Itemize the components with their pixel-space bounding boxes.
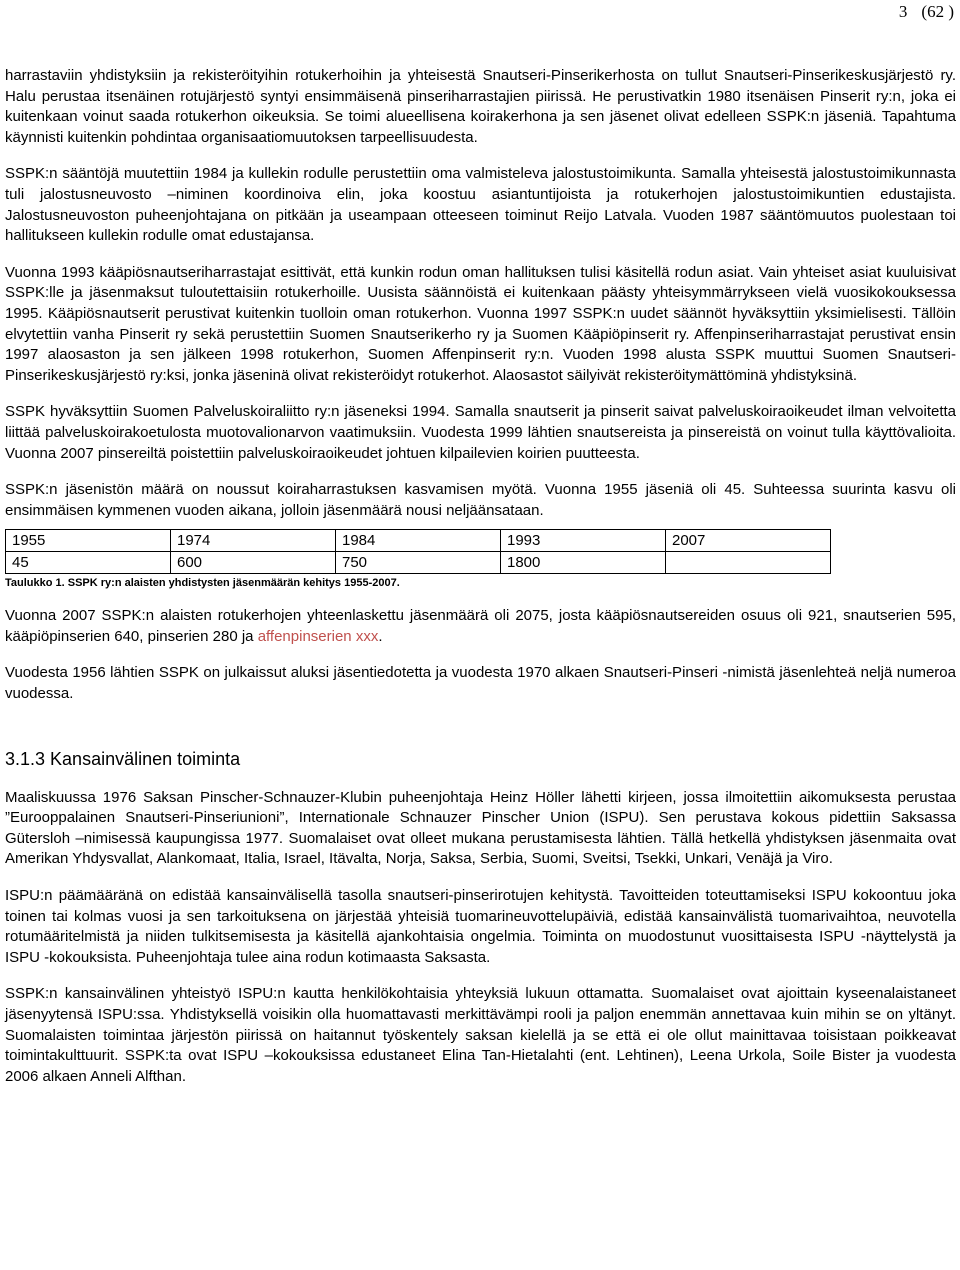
paragraph: harrastaviin yhdistyksiin ja rekisteröityihin rotukerhoihin ja yhteisestä Snautseri-Pinserikerhosta on tullut Snautseri-Pinserikeskusjärjestö ry. Halu perustaa itsenäinen rotujärjestö syntyi ensimmäisenä pinseriharrastajien piirissä. He perustivatkin 1980 itsenäisen Pinserit ry:n, joka ei kuitenkaan voinut saada rotukerhon oikeuksia. Se toimi alueellisena koirakerhona ja sen jäsenet olivat edelleen SSPK:n jäseniä. Tapahtuma käynnisti kuitenkin pohdintaa organisaatiomuutoksen tarpeellisuudesta. (5, 67, 956, 146)
table-cell: 1800 (501, 552, 666, 574)
table-caption: Taulukko 1. SSPK ry:n alaisten yhdistysten jäsenmäärän kehitys 1955-2007. (5, 577, 400, 590)
table-cell: 2007 (666, 530, 831, 552)
table-cell (666, 552, 831, 574)
table-row-members (6, 552, 831, 574)
paragraph: Maaliskuussa 1976 Saksan Pinscher-Schnauzer-Klubin puheenjohtaja Heinz Höller lähetti kirjeen, jossa ilmoitettiin aikomuksesta perustaa ”Eurooppalainen Snautseri-Pinseriunioni”, Internationale Schnauzer Pinscher Union (ISPU). Sen perustava kokous pidettiin Saksassa Gütersloh –nimisessä kaupungissa 1977. Suomalaiset ovat olleet mukana perustamisesta lähtien. Tällä hetkellä yhdistyksen jäsenmaita ovat Amerikan Yhdysvallat, Alankomaat, Italia, Israel, Itävalta, Norja, Saksa, Serbia, Suomi, Sveitsi, Tsekki, Unkari, Venäjä ja Viro. (5, 788, 956, 868)
paragraph-text: Vuonna 2007 SSPK:n alaisten rotukerhojen yhteenlaskettu jäsenmäärä oli 2075, josta kääpiösnautsereiden osuus oli 921, snautserien 595, kääpiöpinserien 640, pinserien 280 ja (5, 607, 956, 645)
table-cell: 45 (6, 552, 171, 574)
table-cell: 750 (336, 552, 501, 574)
page-total: (62 ) (921, 2, 954, 21)
table-cell: 1993 (501, 530, 666, 552)
paragraph (5, 606, 956, 647)
membership-table (5, 529, 831, 574)
table-cell: 1984 (336, 530, 501, 552)
paragraph: Vuonna 1993 kääpiösnautseriharrastajat esittivät, että kunkin rodun oman hallituksen tulisi käsitellä rodun asiat. Vain yhteiset asiat kuuluisivat SSPK:lle ja jäsenmaksut tuloutettaisiin rotukerhoille. Uusista säännöistä ei kuitenkaan päästy yhteisymmärrykseen vielä vuosikokouksessa 1995. Kääpiösnautserit perustivat kuitenkin tuolloin oman rotukerhon. Vuonna 1997 SSPK:n uudet säännöt hyväksyttiin yksimielisesti. Tällöin elvytettiin vanha Pinserit ry sekä perustettiin Suomen Snautserikerho ry ja Suomen Kääpiöpinserit ry. Affenpinseriharrastajat perustivat ensin 1997 alaosaston ja sen jälkeen 1998 rotukerhon, Suomen Affenpinserit ry:n. Vuoden 1998 alusta SSPK muuttui Suomen Snautseri-Pinserikeskusjärjestö ry:ksi, jonka jäseninä olivat rekisteröidyt rotukerhot. Alaosastot säilyivät rekisteröitymättöminä yhdistyksinä. (5, 263, 956, 384)
section-heading: 3.1.3 Kansainvälinen toiminta (5, 748, 241, 769)
highlighted-text: affenpinserien xxx (257, 627, 379, 645)
paragraph-text: . (378, 627, 383, 645)
paragraph: SSPK:n jäsenistön määrä on noussut koiraharrastuksen kasvamisen myötä. Vuonna 1955 jäseniä oli 45. Suhteessa suurinta kasvu oli ensimmäisen kymmenen vuoden aikana, jolloin jäsenmäärä nousi neljäänsataan. (5, 481, 956, 519)
paragraph: SSPK hyväksyttiin Suomen Palveluskoiraliitto ry:n jäseneksi 1994. Samalla snautserit ja pinserit saivat palveluskoiraoikeudet ilman velvoitetta liittää palveluskoirakoetulosta muotovalionarvon vaatimuksiin. Vuodesta 1999 lähtien snautsereista ja pinsereistä on voinut tulla käyttövalioita. Vuonna 2007 pinsereiltä poistettiin palveluskoiraoikeudet johtuen kilpailevien koirien puutteesta. (5, 403, 956, 462)
paragraph: SSPK:n sääntöjä muutettiin 1984 ja kullekin rodulle perustettiin oma valmisteleva jalostustoimikunta. Samalla yhteisestä jalostustoimikunnasta tuli jalostusneuvosto –niminen koordinoiva elin, joka koostuu asiantuntijoista ja rotukerhojen jalostustoimikuntien edustajista. Jalostusneuvoston puheenjohtajana on pitkään ja useampaan otteeseen toiminut Reijo Latvala. Vuoden 1987 sääntömuutos puolestaan toi hallitukseen kullekin rodulle omat edustajansa. (5, 165, 956, 245)
page-header (899, 2, 954, 22)
paragraph: ISPU:n päämääränä on edistää kansainvälisellä tasolla snautseri-pinserirotujen kehitystä. Tavoitteiden toteuttamiseksi ISPU kokoontuu joka toinen tai kolmas vuosi ja sen tarkoituksena on järjestää yhteisiä tuomarineuvottelupäiviä, edistää kansainvälistä tuomarivaihtoa, neuvotella rotumääritelmistä ja niiden tulkitsemisesta ja käsitellä ajankohtaisia ongelmia. Toiminta on muodostunut vuosittaisesta ISPU -näyttelystä ja ISPU -kokouksista. Puheenjohtaja tulee aina rodun kotimaasta Saksasta. (5, 887, 956, 966)
table-cell: 1974 (171, 530, 336, 552)
table-row-years (6, 530, 831, 552)
page-number: 3 (898, 2, 908, 21)
paragraph: Vuodesta 1956 lähtien SSPK on julkaissut aluksi jäsentiedotetta ja vuodesta 1970 alkaen Snautseri-Pinseri -nimistä jäsenlehteä neljä numeroa vuodessa. (5, 664, 956, 703)
table-cell: 600 (171, 552, 336, 574)
table-cell: 1955 (6, 530, 171, 552)
paragraph: SSPK:n kansainvälinen yhteistyö ISPU:n kautta henkilökohtaisia yhteyksiä lukuun ottamatta. Suomalaiset ovat ajoittain kyseenalaistaneet jäsenyytensä ISPU:ssa. Yhdistyksellä voisikin olla huomattavasti merkittävämpi rooli ja paljon enemmän annettavaa kuin mihin se on yltänyt. Suomalaisten toimintaa järjestön piirissä on haitannut työskentely saksan kielellä ja se että ei ole ollut mainittavaa toisistaan poikkeavat toimintakulttuurit. SSPK:ta ovat ISPU –kokouksissa edustaneet Elina Tan-Hietalahti (ent. Lehtinen), Leena Urkola, Soile Bister ja vuodesta 2006 alkaen Anneli Alfthan. (5, 985, 956, 1085)
document-body (5, 66, 956, 1103)
